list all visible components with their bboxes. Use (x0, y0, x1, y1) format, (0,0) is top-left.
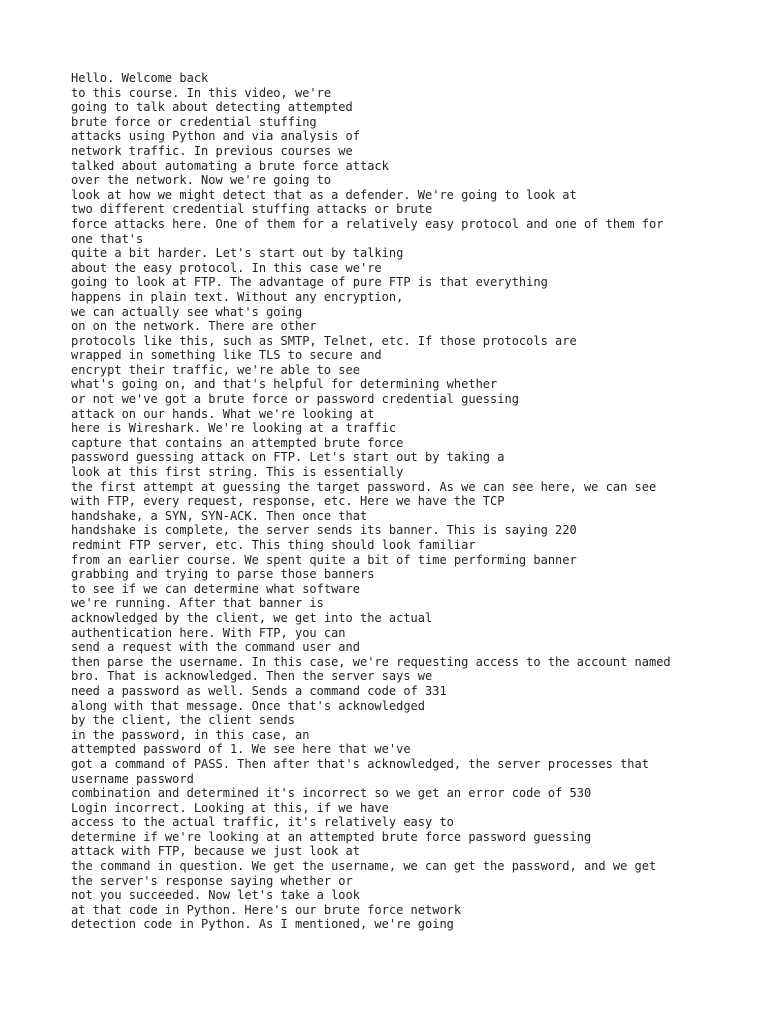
text-line: acknowledged by the client, we get into the actual (71, 610, 433, 625)
text-line: wrapped in something like TLS to secure and (71, 348, 382, 363)
transcript-text (71, 71, 751, 932)
text-line: by the client, the client sends (71, 713, 295, 728)
text-line: brute force or credential stuffing (71, 114, 317, 129)
text-line: then parse the username. In this case, we're requesting access to the account named (71, 654, 671, 669)
text-line: look at how we might detect that as a defender. We're going to look at (71, 187, 577, 202)
text-line: grabbing and trying to parse those banners (71, 567, 375, 582)
text-line: combination and determined it's incorrect so we get an error code of 530 (71, 786, 592, 801)
text-line: we're running. After that banner is (71, 596, 324, 611)
text-line: username password (71, 771, 194, 786)
text-line: attempted password of 1. We see here that we've (71, 742, 411, 757)
text-line: here is Wireshark. We're looking at a traffic (71, 421, 397, 436)
text-line: over the network. Now we're going to (71, 173, 332, 188)
text-line: quite a bit harder. Let's start out by talking (71, 246, 404, 261)
text-line: the server's response saying whether or (71, 873, 353, 888)
text-line: what's going on, and that's helpful for determining whether (71, 377, 498, 392)
text-line: on on the network. There are other (71, 319, 317, 334)
text-line: look at this first string. This is essentially (71, 465, 404, 480)
text-line: need a password as well. Sends a command code of 331 (71, 683, 447, 698)
text-line: access to the actual traffic, it's relatively easy to (71, 815, 454, 830)
text-line: happens in plain text. Without any encryption, (71, 289, 404, 304)
text-line: network traffic. In previous courses we (71, 143, 353, 158)
text-line: going to look at FTP. The advantage of pure FTP is that everything (71, 275, 548, 290)
text-line: to this course. In this video, we're (71, 85, 332, 100)
text-line: from an earlier course. We spent quite a bit of time performing banner (71, 552, 577, 567)
text-line: encrypt their traffic, we're able to see (71, 362, 360, 377)
text-line: going to talk about detecting attempted (71, 100, 353, 115)
text-line: talked about automating a brute force attack (71, 158, 389, 173)
text-line: the command in question. We get the username, we can get the password, and we get (71, 859, 657, 874)
text-line: handshake is complete, the server sends its banner. This is saying 220 (71, 523, 577, 538)
text-line: to see if we can determine what software (71, 581, 360, 596)
text-line: at that code in Python. Here's our brute force network (71, 902, 462, 917)
text-line: got a command of PASS. Then after that's acknowledged, the server processes that (71, 756, 649, 771)
text-line: in the password, in this case, an (71, 727, 310, 742)
text-line: handshake, a SYN, SYN-ACK. Then once that (71, 508, 368, 523)
text-line: two different credential stuffing attacks or brute (71, 202, 433, 217)
text-line: one that's (71, 231, 144, 246)
text-line: password guessing attack on FTP. Let's start out by taking a (71, 450, 505, 465)
text-line: determine if we're looking at an attempted brute force password guessing (71, 829, 592, 844)
text-line: not you succeeded. Now let's take a look (71, 888, 360, 903)
text-line: bro. That is acknowledged. Then the server says we (71, 669, 433, 684)
text-line: the first attempt at guessing the target password. As we can see here, we can see (71, 479, 657, 494)
text-line: with FTP, every request, response, etc. Here we have the TCP (71, 494, 505, 509)
text-line: about the easy protocol. In this case we're (71, 260, 382, 275)
text-line: detection code in Python. As I mentioned, we're going (71, 917, 454, 932)
text-line: capture that contains an attempted brute force (71, 435, 404, 450)
text-line: authentication here. With FTP, you can (71, 625, 346, 640)
text-line: we can actually see what's going (71, 304, 303, 319)
text-line: attacks using Python and via analysis of (71, 129, 360, 144)
text-line: attack on our hands. What we're looking at (71, 406, 375, 421)
text-line: attack with FTP, because we just look at (71, 844, 360, 859)
text-line: or not we've got a brute force or password credential guessing (71, 392, 519, 407)
text-line: redmint FTP server, etc. This thing should look familiar (71, 538, 476, 552)
text-line: Hello. Welcome back (71, 71, 209, 85)
text-line: Login incorrect. Looking at this, if we have (71, 800, 389, 815)
text-line: protocols like this, such as SMTP, Telnet, etc. If those protocols are (71, 333, 577, 348)
text-line: force attacks here. One of them for a relatively easy protocol and one of them for (71, 216, 664, 231)
text-line: along with that message. Once that's acknowledged (71, 698, 426, 713)
text-line: send a request with the command user and (71, 640, 360, 655)
